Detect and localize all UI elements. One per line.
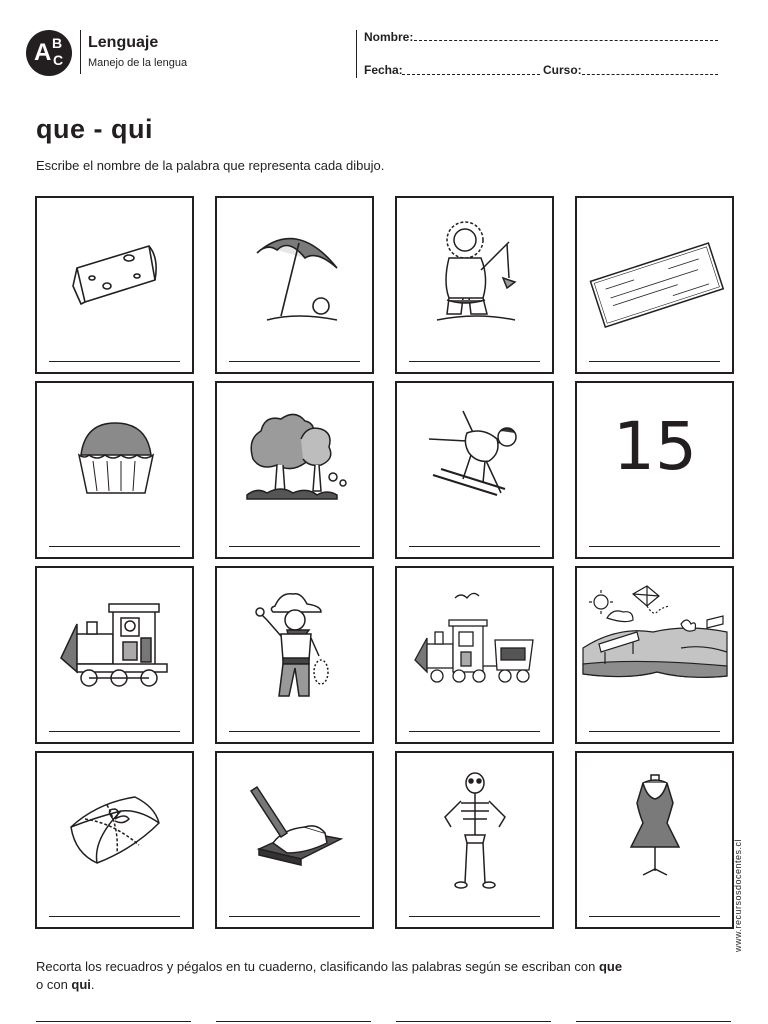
answer-line[interactable] [229, 731, 360, 732]
answer-line[interactable] [589, 916, 720, 917]
footer-text-2: o con [36, 977, 72, 992]
answer-line[interactable] [409, 916, 540, 917]
bottom-answer-line[interactable] [576, 1021, 731, 1022]
cupcake-icon [37, 383, 192, 531]
picture-card[interactable] [575, 196, 734, 374]
abc-logo [26, 30, 72, 76]
logo-letter-b: B [52, 35, 63, 51]
footer-text-3: . [90, 977, 95, 992]
beach-umbrella-icon [217, 198, 372, 346]
answer-line[interactable] [589, 546, 720, 547]
footer-instruction [36, 958, 696, 994]
train-icon [37, 568, 192, 716]
answer-line[interactable] [409, 731, 540, 732]
skeleton-icon [397, 753, 552, 901]
answer-line[interactable] [49, 546, 180, 547]
picture-card[interactable] [35, 381, 194, 559]
fields-divider [356, 30, 357, 78]
skier-icon [397, 383, 552, 531]
header-divider [80, 30, 81, 74]
picture-card[interactable] [35, 566, 194, 744]
page-title: que - qui [36, 114, 153, 144]
bottom-answer-line[interactable] [216, 1021, 371, 1022]
park-kiosk-icon [577, 568, 732, 716]
cowboy-icon [217, 568, 372, 716]
cheese-icon [37, 198, 192, 346]
footer-bold-qui: qui [71, 977, 91, 992]
subject-title: Lenguaje [88, 34, 159, 51]
curso-field[interactable] [582, 74, 718, 75]
picture-card[interactable] [215, 751, 374, 929]
number-fifteen-icon [577, 383, 732, 531]
answer-line[interactable] [589, 361, 720, 362]
picture-card[interactable] [215, 381, 374, 559]
number-fifteen-text: 15 [613, 408, 697, 485]
subject-subtitle: Manejo de la lengua [88, 57, 188, 69]
eskimo-icon [397, 198, 552, 346]
picture-card[interactable] [215, 196, 374, 374]
trees-icon [217, 383, 372, 531]
butter-knife-icon [217, 753, 372, 901]
fecha-label: Fecha: [364, 63, 403, 77]
picture-card[interactable] [575, 381, 734, 559]
bottom-answer-line[interactable] [396, 1021, 551, 1022]
answer-line[interactable] [229, 361, 360, 362]
picture-grid [35, 196, 734, 929]
answer-line[interactable] [49, 916, 180, 917]
picture-card[interactable] [395, 381, 554, 559]
picture-card[interactable] [35, 751, 194, 929]
picture-card[interactable] [395, 196, 554, 374]
curso-label: Curso: [543, 63, 582, 77]
picture-card[interactable] [575, 751, 734, 929]
picture-card[interactable] [215, 566, 374, 744]
answer-line[interactable] [49, 731, 180, 732]
train-with-wagon-icon [397, 568, 552, 716]
answer-line[interactable] [409, 361, 540, 362]
footer-bold-que: que [598, 959, 623, 974]
picture-card[interactable] [35, 196, 194, 374]
answer-line[interactable] [49, 361, 180, 362]
answer-line[interactable] [229, 916, 360, 917]
picture-card[interactable] [395, 566, 554, 744]
mannequin-icon [577, 753, 732, 901]
logo-letter-c: C [53, 52, 64, 68]
bottom-answer-line[interactable] [36, 1021, 191, 1022]
logo-letter-a: A [34, 39, 52, 66]
picture-card[interactable] [395, 751, 554, 929]
nombre-label: Nombre: [364, 30, 414, 44]
answer-line[interactable] [409, 546, 540, 547]
answer-line[interactable] [229, 546, 360, 547]
instruction-text: Escribe el nombre de la palabra que representa cada dibujo. [36, 158, 385, 173]
picture-card[interactable] [575, 566, 734, 744]
answer-line[interactable] [589, 731, 720, 732]
website-url: www.recursosdocentes.cl [733, 838, 743, 952]
footer-text-1: Recorta los recuadros y pégalos en tu cuaderno, clasificando las palabras según se escriban con [36, 959, 599, 974]
check-icon [577, 198, 732, 346]
nombre-field[interactable] [414, 40, 718, 41]
fecha-field[interactable] [402, 74, 540, 75]
package-icon [37, 753, 192, 901]
